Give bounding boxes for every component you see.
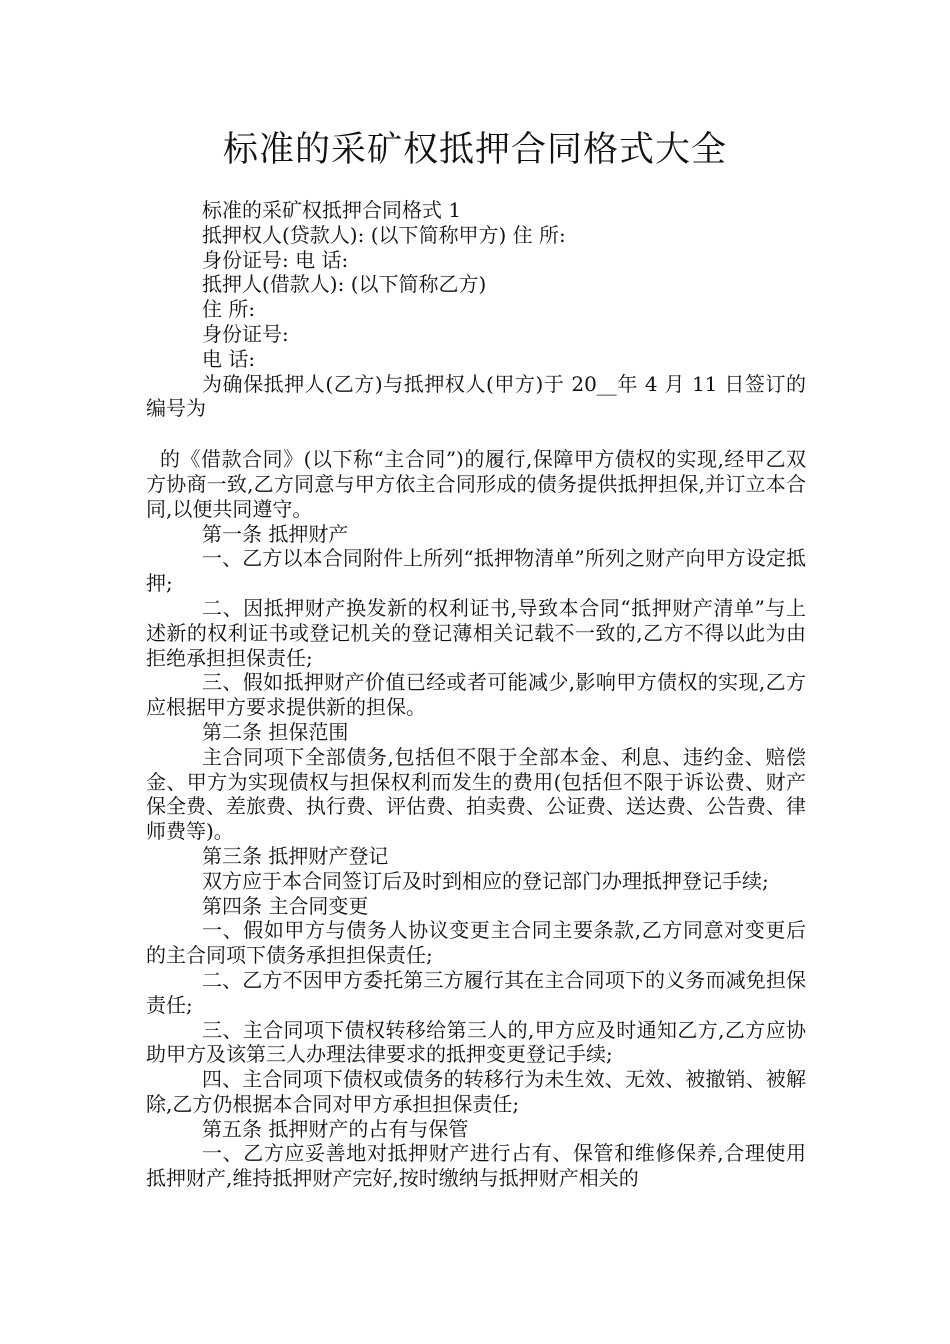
document-body: [146, 198, 806, 1191]
article-heading: 第五条 抵押财产的占有与保管: [202, 1116, 469, 1141]
article-heading: 第二条 担保范围: [202, 719, 349, 744]
mortgagor-phone-line: 电 话:: [202, 346, 256, 371]
mortgagor-id-line: 身份证号:: [202, 321, 289, 346]
article-heading: 第一条 抵押财产: [202, 521, 349, 546]
mortgagee-id-phone-line: 身份证号: 电 话:: [202, 247, 349, 272]
clause-paragraph: 一、乙方应妥善地对抵押财产进行占有、保管和维修保养,合理使用抵押财产,维持抵押财产完好,按时缴纳与抵押财产相关的: [146, 1141, 806, 1191]
article-heading: 第四条 主合同变更: [202, 893, 369, 918]
clause-paragraph: 主合同项下全部债务,包括但不限于全部本金、利息、违约金、赔偿金、甲方为实现债权与担保权利而发生的费用(包括但不限于诉讼费、财产保全费、差旅费、执行费、评估费、拍卖费、公证费、送达费、公告费、律师费等)。: [146, 744, 806, 844]
clause-paragraph: 二、乙方不因甲方委托第三方履行其在主合同项下的义务而减免担保责任;: [146, 967, 806, 1017]
document-title: 标准的采矿权抵押合同格式大全: [222, 130, 727, 170]
mortgagor-address-line: 住 所:: [202, 297, 256, 322]
clause-paragraph: 四、主合同项下债权或债务的转移行为未生效、无效、被撤销、被解除,乙方仍根据本合同对甲方承担担保责任;: [146, 1067, 806, 1116]
mortgagor-line: 抵押人(借款人): (以下简称乙方): [202, 272, 487, 297]
clause-paragraph: 三、假如抵押财产价值已经或者可能减少,影响甲方债权的实现,乙方应根据甲方要求提供新的担保。: [146, 670, 806, 720]
clause-paragraph: 一、假如甲方与债务人协议变更主合同主要条款,乙方同意对变更后的主合同项下债务承担担保责任;: [146, 918, 806, 968]
mortgagee-line: 抵押权人(贷款人): (以下简称甲方) 住 所:: [202, 222, 566, 247]
clause-paragraph: 一、乙方以本合同附件上所列“抵押物清单”所列之财产向甲方设定抵押;: [146, 546, 806, 596]
preamble-paragraph: 为确保抵押人(乙方)与抵押权人(甲方)于 20__年 4 月 11 日签订的编号为: [146, 371, 806, 421]
preamble-continuation: 的《借款合同》(以下称“主合同”)的履行,保障甲方债权的实现,经甲乙双方协商一致,乙方同意与甲方依主合同形成的债务提供抵押担保,并订立本合同,以便共同遵守。: [146, 447, 806, 521]
article-heading: 第三条 抵押财产登记: [202, 843, 389, 868]
clause-paragraph: 三、主合同项下债权转移给第三人的,甲方应及时通知乙方,乙方应协助甲方及该第三人办理法律要求的抵押变更登记手续;: [146, 1017, 806, 1067]
contract-subtitle: 标准的采矿权抵押合同格式 1: [202, 198, 462, 222]
clause-paragraph: 二、因抵押财产换发新的权利证书,导致本合同“抵押财产清单”与上述新的权利证书或登记机关的登记薄相关记载不一致的,乙方不得以此为由拒绝承担担保责任;: [146, 595, 806, 670]
clause-paragraph: 双方应于本合同签订后及时到相应的登记部门办理抵押登记手续;: [202, 868, 769, 893]
